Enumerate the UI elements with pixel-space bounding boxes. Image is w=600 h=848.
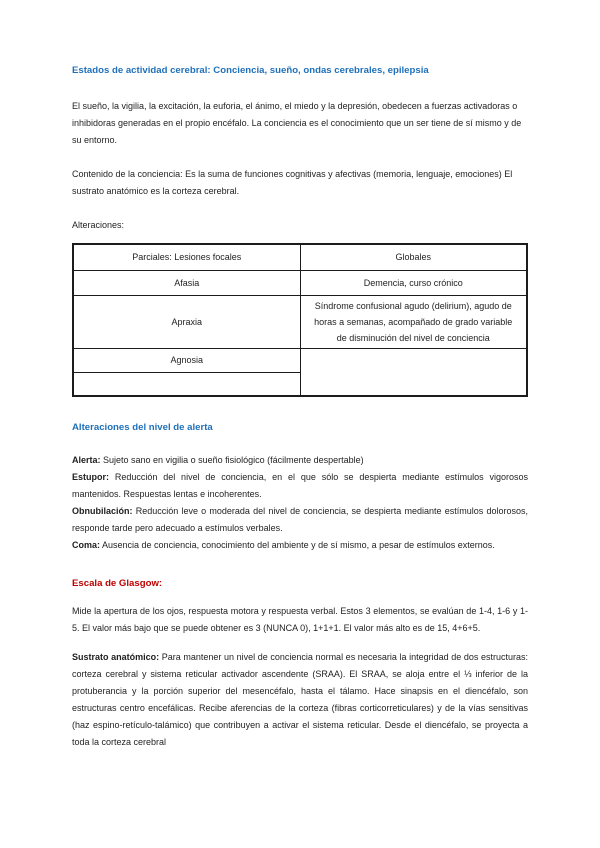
definition-text-estupor: Reducción del nivel de conciencia, en el que sólo se despierta mediante estímulos vigorosos mantenidos. Respuestas lentas e incoherentes.	[72, 472, 528, 499]
definition-alerta	[72, 452, 528, 469]
glasgow-paragraph: Mide la apertura de los ojos, respuesta motora y respuesta verbal. Estos 3 elementos, se evalúan de 1-4, 1-6 y 1-5. El valor más bajo que se puede obtener es 3 (NUNCA 0), 1+1+1. El valor más alto es de 15, 4+6+5.	[72, 606, 528, 633]
table-row-apraxia	[73, 295, 527, 348]
sustrato-paragraph	[72, 649, 528, 751]
table-header-globales: Globales	[300, 244, 527, 270]
table-cell-sindrome-confusional: Síndrome confusional agudo (delirium), agudo de horas a semanas, acompañado de grado variable de disminución del nivel de conciencia	[300, 295, 527, 348]
table-cell-empty-right	[300, 348, 527, 396]
table-header-row	[73, 244, 527, 270]
table-cell-apraxia: Apraxia	[73, 295, 300, 348]
table-cell-empty-left	[73, 372, 300, 396]
alerta-section-heading: Alteraciones del nivel de alerta	[72, 422, 213, 433]
contenido-paragraph: Contenido de la conciencia: Es la suma de funciones cognitivas y afectivas (memoria, lenguaje, emociones) El sustrato anatómico es la corteza cerebral.	[72, 169, 513, 196]
definition-text-alerta: Sujeto sano en vigilia o sueño fisiológico (fácilmente despertable)	[100, 455, 364, 465]
table-cell-agnosia: Agnosia	[73, 348, 300, 372]
definition-term-obnubilacion: Obnubilación:	[72, 506, 133, 516]
document-title: Estados de actividad cerebral: Conciencia, sueño, ondas cerebrales, epilepsia	[72, 65, 429, 76]
definition-term-alerta: Alerta:	[72, 455, 101, 465]
intro-paragraph: El sueño, la vigilia, la excitación, la euforia, el ánimo, el miedo y la depresión, obedecen a fuerzas activadoras o inhibidoras generadas en el propio encéfalo. La conciencia es el conocimiento que un ser tiene de sí mismo y de su entorno.	[72, 101, 522, 145]
glasgow-heading: Escala de Glasgow:	[72, 578, 163, 589]
definition-text-coma: Ausencia de conciencia, conocimiento del ambiente y de sí mismo, a pesar de estímulos externos.	[100, 540, 495, 550]
table-row-agnosia	[73, 348, 527, 372]
sustrato-term: Sustrato anatómico:	[72, 652, 160, 662]
table-header-parciales: Parciales: Lesiones focales	[73, 244, 300, 270]
definitions-block	[72, 452, 528, 554]
table-cell-afasia: Afasia	[73, 270, 300, 295]
definition-coma	[72, 537, 528, 554]
alteraciones-table	[72, 243, 528, 397]
definition-term-estupor: Estupor:	[72, 472, 109, 482]
table-row-afasia	[73, 270, 527, 295]
definition-obnubilacion	[72, 503, 528, 537]
definition-text-obnubilacion: Reducción leve o moderada del nivel de conciencia, se despierta mediante estímulos dolorosos, responde tarde pero adecuado a estímulos verbales.	[72, 506, 528, 533]
definition-estupor	[72, 469, 528, 503]
sustrato-text: Para mantener un nivel de conciencia normal es necesaria la integridad de dos estructuras: corteza cerebral y sistema reticular activador ascendente (SRAA). El SRAA, se aloja entre el ⅓ inferior de la protuberancia y la porción superior del mesencéfalo, hasta el tálamo. Hace sinapsis en el diencéfalo, son estructuras centro encefálicas. Recibe aferencias de la corteza (fibras corticorreticulares) y de la vías sensitivas (haz espino-retículo-talámico) que contribuyen a activar el sistema reticular. Desde el diencéfalo, se proyecta a toda la corteza cerebral	[72, 652, 528, 747]
definition-term-coma: Coma:	[72, 540, 101, 550]
alteraciones-label: Alteraciones:	[72, 220, 125, 230]
table-cell-demencia: Demencia, curso crónico	[300, 270, 527, 295]
